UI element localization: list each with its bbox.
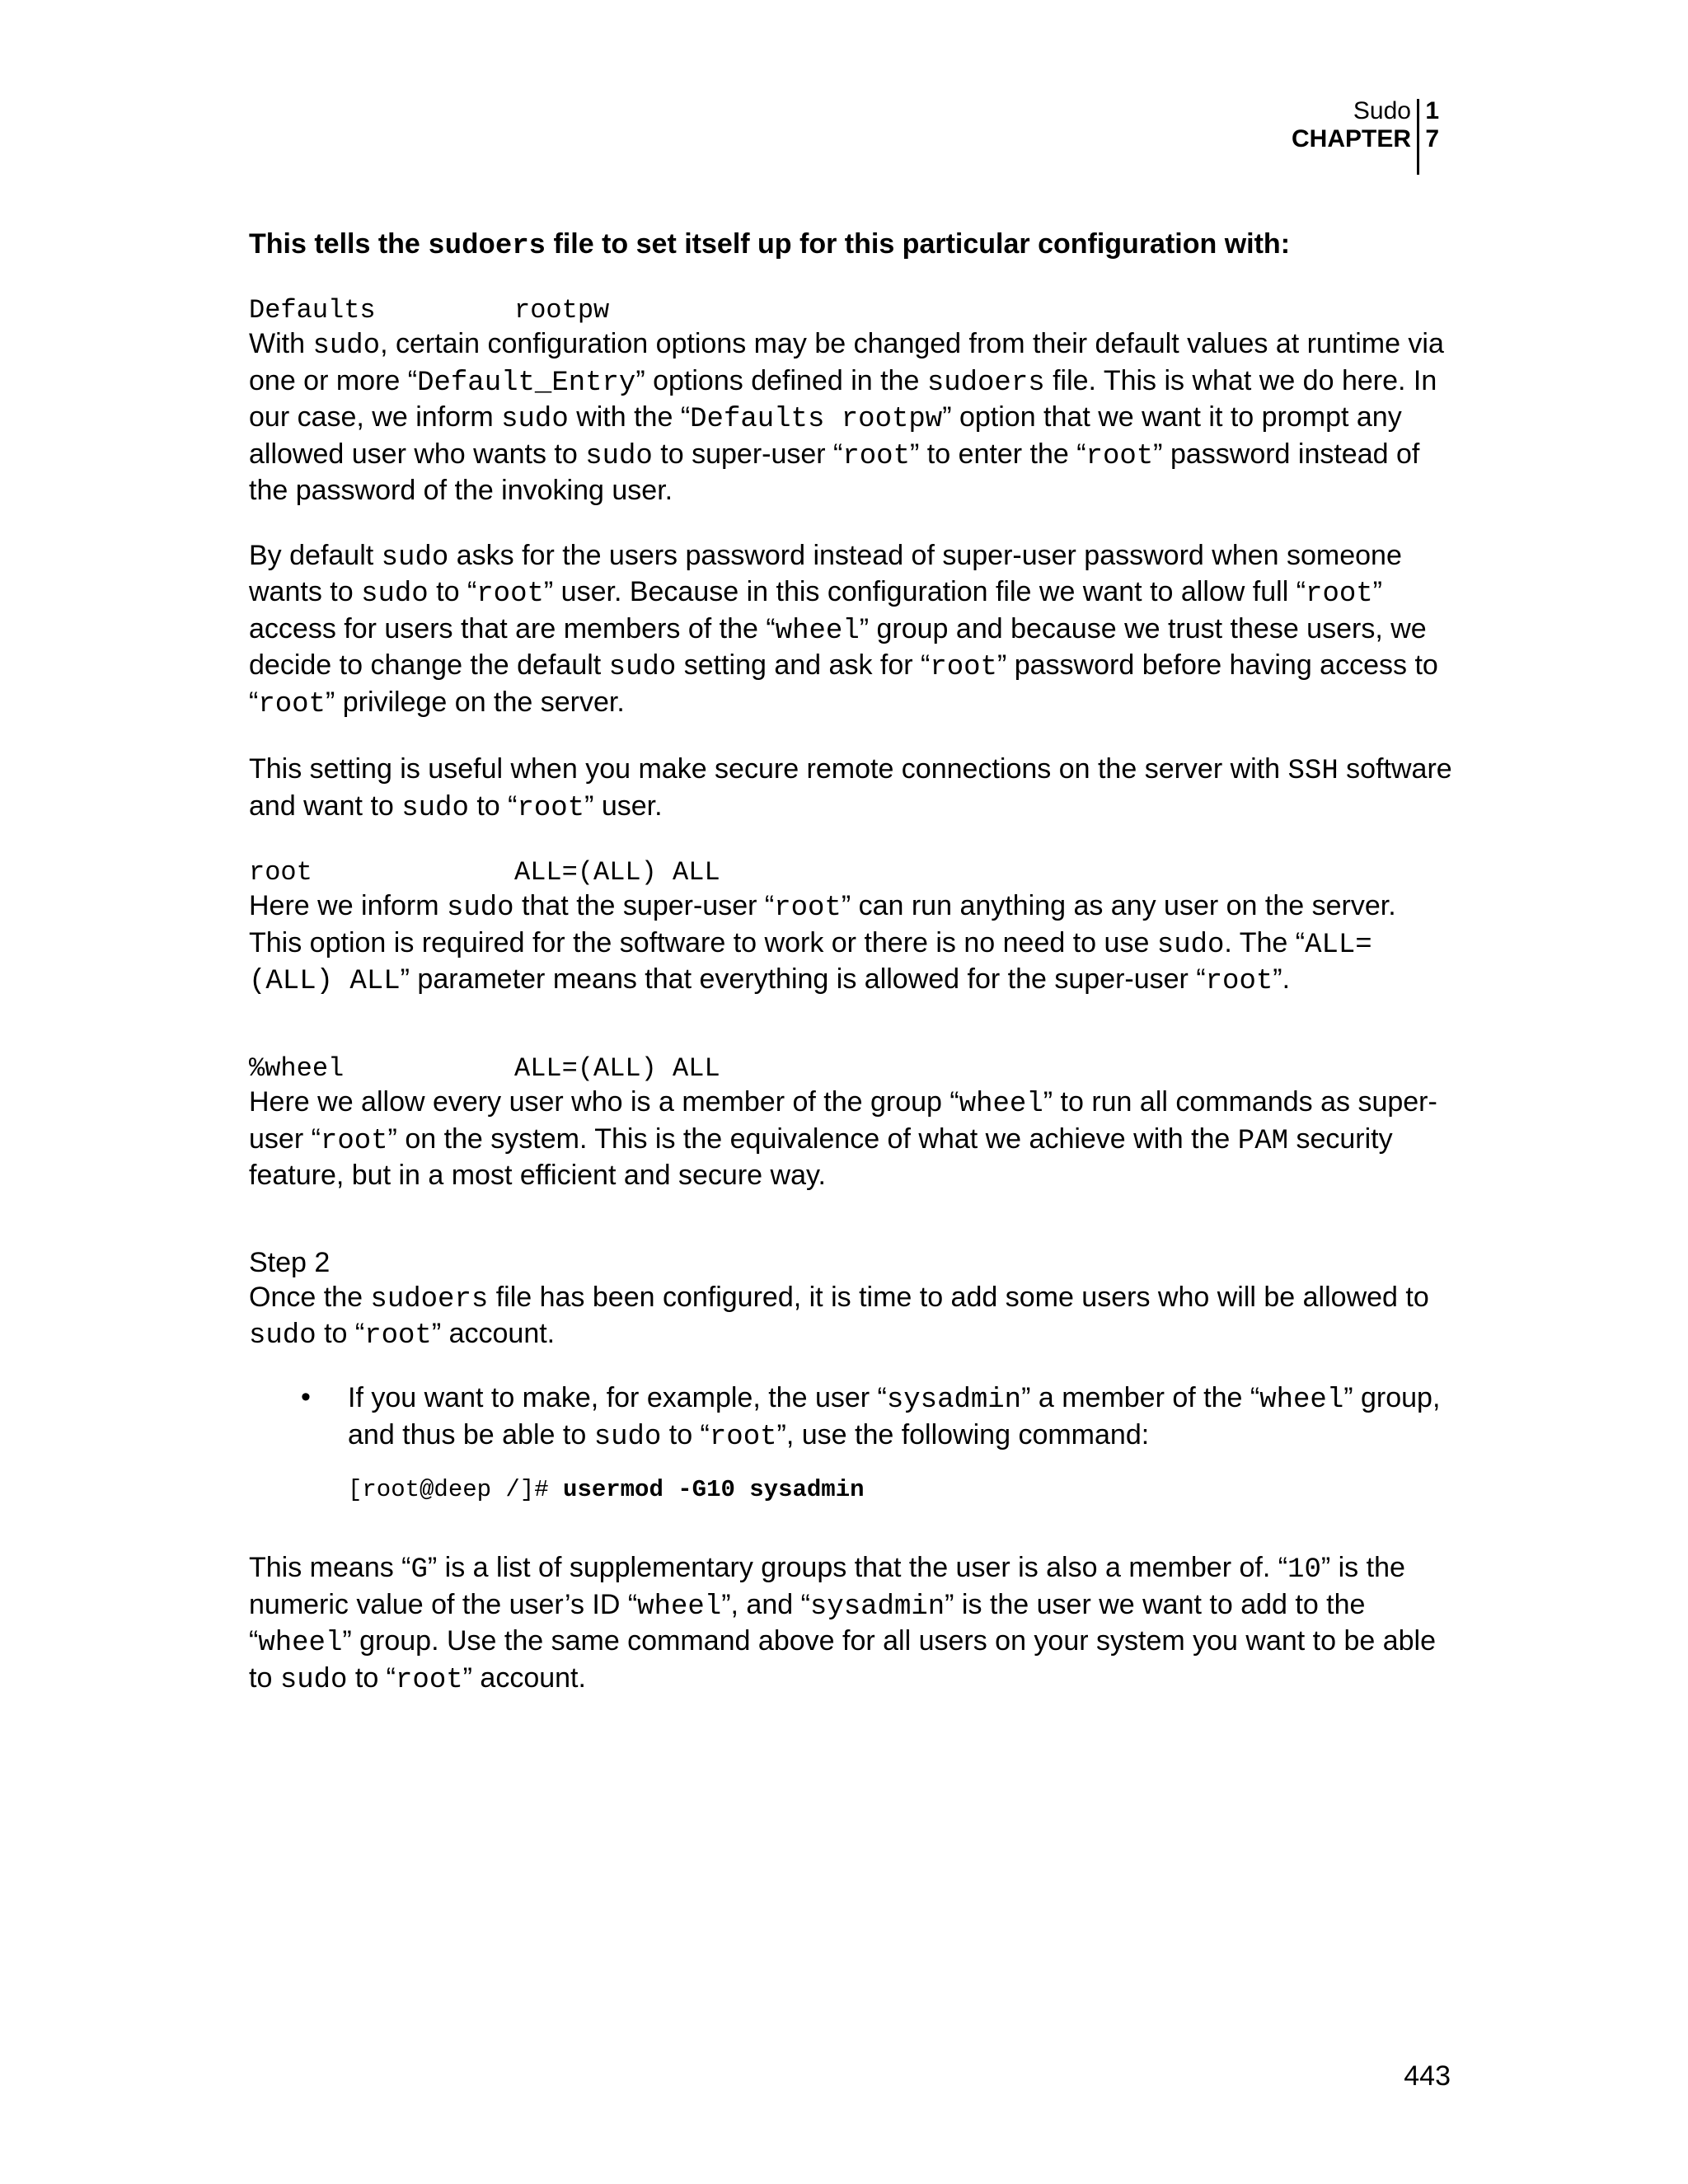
- intro-heading: This tells the sudoers file to set itself up for this particular configuration with:: [249, 228, 1291, 262]
- chapter-digit-1: 1: [1425, 97, 1439, 124]
- header-chapter-number: [1425, 97, 1439, 153]
- bullet-glyph: •: [301, 1381, 311, 1413]
- wheel-rule-paragraph: Here we allow every user who is a member of the group “wheel” to run all commands as super-user “root” on the system. This is the equivalence of what we achieve with the PAM security feature, but in a most efficient and secure way.: [249, 1086, 1437, 1191]
- root-rule-paragraph: Here we inform sudo that the super-user “root” can run anything as any user on the server. This option is required for the software to work or there is no need to use sudo. The “ALL=(ALL) ALL” parameter means that everything is allowed for the super-user “root”.: [249, 890, 1396, 997]
- page-number: 443: [1404, 2060, 1451, 2092]
- header-labels: [1292, 97, 1411, 153]
- command-text: usermod -G10 sysadmin: [563, 1476, 865, 1503]
- root-rule-section: [249, 855, 1452, 1000]
- defaults-section: [249, 293, 1452, 826]
- bullet-item: If you want to make, for example, the user “sysadmin” a member of the “wheel” group, and thus be able to sudo to “root”, use the following command:: [348, 1382, 1441, 1453]
- header-section: Sudo: [1353, 97, 1411, 124]
- code-line-wheel: %wheel ALL=(ALL) ALL: [249, 1053, 720, 1084]
- code-line-root: root ALL=(ALL) ALL: [249, 857, 720, 888]
- code-line-defaults: Defaults rootpw: [249, 295, 610, 326]
- header-chapter-label: CHAPTER: [1291, 125, 1411, 152]
- wheel-rule-section: [249, 1052, 1452, 1193]
- step2-section: [249, 1246, 1452, 1354]
- explain-paragraph: This means “G” is a list of supplementary groups that the user is also a member of. “10” is the numeric value of the user’s ID “wheel”, and “sysadmin” is the user we want to add to the “wheel” group. Use the same command above for all users on your system you want to be able to sudo to “root” account.: [249, 1552, 1437, 1696]
- command-line: [348, 1475, 865, 1503]
- defaults-paragraph-2: By default sudo asks for the users password instead of super-user password when someone wants to sudo to “root” user. Because in this configuration file we want to allow full “root” access for users that are members of the “wheel” group and because we trust these users, we decide to change the default sudo setting and ask for “root” password before having access to “root” privilege on the server.: [249, 539, 1438, 720]
- header-divider: [1417, 99, 1419, 175]
- code-sudoers: sudoers: [428, 231, 546, 262]
- command-prompt: [root@deep /]#: [348, 1476, 564, 1503]
- defaults-paragraph-3: This setting is useful when you make secure remote connections on the server with SSH software and want to sudo to “root” user.: [249, 753, 1452, 824]
- chapter-digit-2: 7: [1425, 125, 1439, 152]
- step2-title: Step 2: [249, 1247, 331, 1278]
- defaults-paragraph-1: With sudo, certain configuration options may be changed from their default values at runtime via one or more “Default_Entry” options defined in the sudoers file. This is what we do here. In our case, we inform sudo with the “Defaults rootpw” option that we want it to prompt any allowed user who wants to sudo to super-user “root” to enter the “root” password instead of the password of the invoking user.: [249, 328, 1444, 506]
- running-header: [1236, 97, 1451, 176]
- step2-paragraph: Once the sudoers file has been configured, it is time to add some users who will be allowed to sudo to “root” account.: [249, 1281, 1429, 1352]
